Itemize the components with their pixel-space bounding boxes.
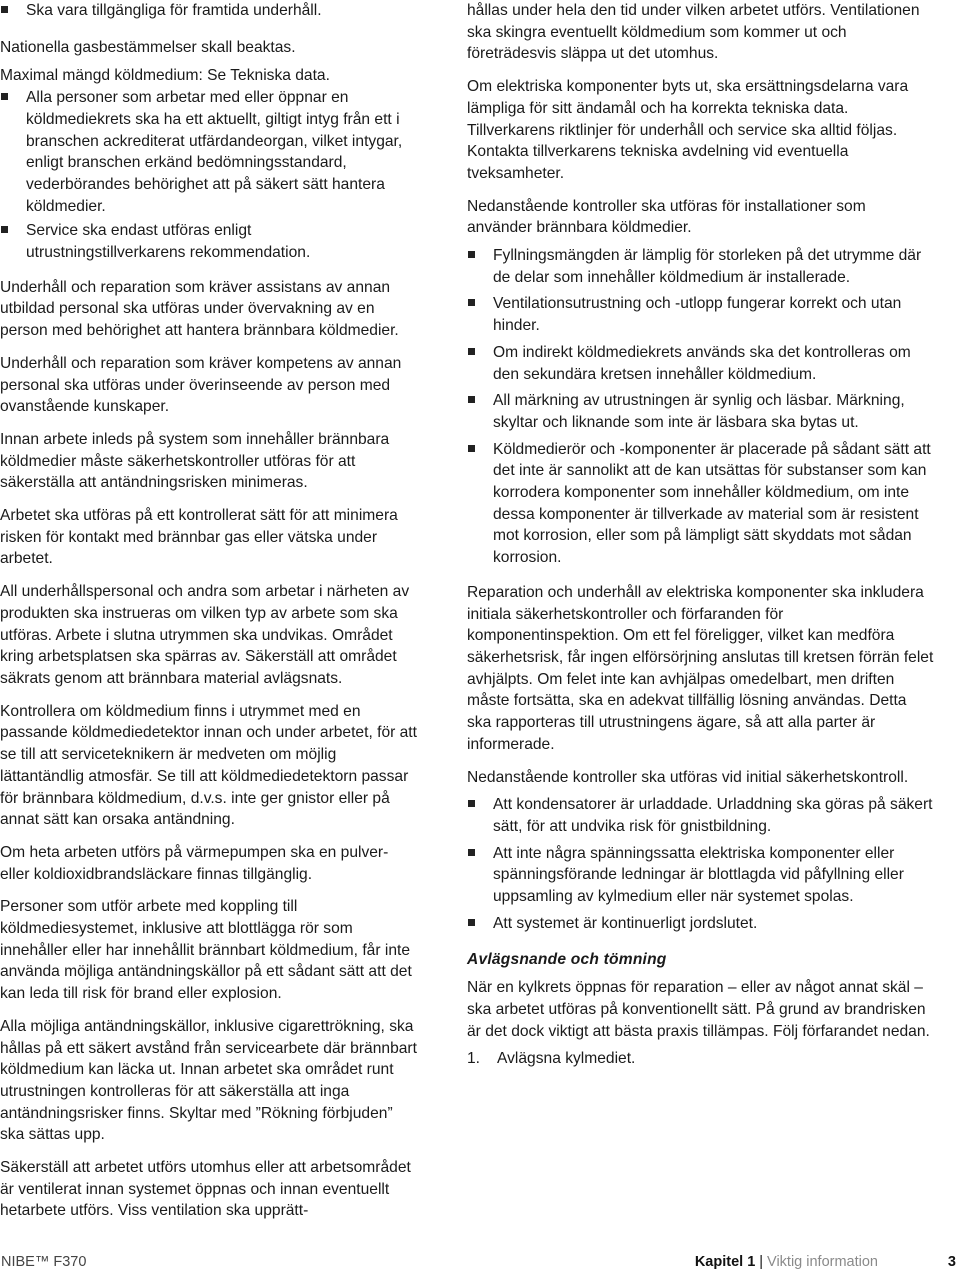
paragraph: Nedanstående kontroller ska utföras vid initial säkerhetskontroll. — [467, 768, 909, 786]
list-item: Fyllningsmängden är lämplig för storleken på det utrymme där de delar som innehåller köldmedium är installerade. — [467, 245, 935, 288]
separator: | — [759, 1254, 764, 1270]
page-footer — [0, 1253, 960, 1273]
list-item: Köldmedierör och -komponenter är placerade på sådant sätt att det inte är sannolikt att de kan utsättas för substanser som kan korrodera komponenter som innehåller köldmedium, om inte dessa komponenter är tillverkade av material som är resistent mot korrosion, eller som på lämpligt sätt skyddats mot sådan korrosion. — [467, 439, 935, 569]
paragraph: hållas under hela den tid under vilken arbetet utförs. Ventilationen ska skingra eventuellt köldmedium som kommer ut och företrädesvis släppa ut det utomhus. — [467, 2, 920, 63]
chapter-info — [695, 1253, 878, 1271]
bullet-list — [467, 245, 935, 569]
paragraph: Nationella gasbestämmelser skall beaktas. — [0, 38, 296, 56]
bullet-list — [0, 0, 418, 22]
chapter-title: Viktig information — [767, 1254, 878, 1270]
list-item: Service ska endast utföras enligt utrustningstillverkarens rekommendation. — [0, 220, 418, 263]
paragraph: Underhåll och reparation som kräver assistans av annan utbildad personal ska utföras under övervakning av en person med behörighet att hantera brännbara köldmedier. — [0, 278, 399, 340]
paragraph: Personer som utför arbete med koppling till köldmediesystemet, inklusive att blottlägga rör som innehåller eller har innehållit brännbart köldmedium, får inte använda möjliga antändningskällor på ett sådant sätt att det kan leda till risk för brand eller explosion. — [0, 898, 412, 1003]
paragraph: Om elektriska komponenter byts ut, ska ersättningsdelarna vara lämpliga för sitt ändamål och ha korrekta tekniska data. Tillverkarens riktlinjer för underhåll och service ska alltid följas. Kontakta tillverkarens tekniska avdelning vid eventuella tveksamheter. — [467, 78, 909, 182]
bullet-list — [467, 794, 935, 934]
left-column — [0, 0, 418, 1222]
list-item: Alla personer som arbetar med eller öppnar en köldmediekrets ska ha ett aktuellt, giltigt intyg från ett i branschen ackrediterat utfärdandeorgan, vilket intygar, enligt branschen erkänd bedömningsstandard, vederbörandes behörighet att på säkert sätt hantera köldmedier. — [0, 87, 418, 217]
bullet-list — [0, 87, 418, 264]
paragraph: All underhållspersonal och andra som arbetar i närheten av produkten ska instrueras om vilken typ av arbete som ska utföras. Arbete i slutna utrymmen ska undvikas. Området kring arbetsplatsen ska spärras av. Säkerställ att området säkrats genom att brännbara material avlägsnats. — [0, 583, 410, 687]
numbered-list — [467, 1048, 935, 1070]
list-item: Ska vara tillgängliga för framtida underhåll. — [0, 0, 418, 22]
list-item: Att systemet är kontinuerligt jordslutet. — [467, 913, 935, 935]
list-item: Att inte några spänningssatta elektriska komponenter eller spänningsförande ledningar är blottlagda vid påfyllning eller uppsamling av kylmedium eller när systemet spolas. — [467, 843, 935, 908]
right-column — [467, 0, 935, 1070]
paragraph: Alla möjliga antändningskällor, inklusive cigarettrökning, ska hållas på ett säkert avstånd från servicearbete där brännbart köldmedium kan läcka ut. Innan arbetet ska området runt utrustningen kontrolleras för att säkerställa att inga antändningsrisker finns. Skyltar med ”Rökning förbjuden” ska sättas upp. — [0, 1017, 417, 1144]
paragraph: Underhåll och reparation som kräver kompetens av annan personal ska utföras under överinseende av person med ovanstående kunskaper. — [0, 354, 402, 416]
chapter-label: Kapitel 1 — [694, 1254, 756, 1270]
section-heading: Avlägsnande och tömning — [467, 951, 667, 969]
step-number: 1. — [467, 1050, 481, 1068]
paragraph: Säkerställ att arbetet utförs utomhus eller att arbetsområdet är ventilerat innan systemet öppnas och innan eventuellt hetarbete utförs. Viss ventilation ska upprätt- — [0, 1159, 411, 1220]
list-item — [467, 1048, 935, 1070]
paragraph: Maximal mängd köldmedium: Se Tekniska data. — [0, 67, 330, 85]
paragraph: Om heta arbeten utförs på värmepumpen ska en pulver- eller koldioxidbrandsläckare finnas tillgänglig. — [0, 843, 389, 883]
brand-label: NIBE™ F370 — [1, 1254, 87, 1270]
paragraph: Nedanstående kontroller ska utföras för installationer som använder brännbara köldmedier. — [467, 197, 866, 237]
list-item: Ventilationsutrustning och -utlopp fungerar korrekt och utan hinder. — [467, 293, 935, 336]
paragraph: Kontrollera om köldmedium finns i utrymmet med en passande köldmediedetektor innan och under arbetet, för att se till att serviceteknikern är medveten om möjlig lättantändlig atmosfär. Se till att köldmediedetektorn passar för brännbara köldmedium, d.v.s. inte ger gnistor eller på annat sätt kan orsaka antändning. — [0, 702, 417, 829]
paragraph: Arbetet ska utföras på ett kontrollerat sätt för att minimera risken för kontakt med brännbar gas eller vätska under arbetet. — [0, 507, 398, 568]
paragraph: Innan arbete inleds på system som innehåller brännbara köldmedier måste säkerhetskontroller utföras för att säkerställa att antändningsrisken minimeras. — [0, 430, 390, 492]
page-number: 3 — [947, 1254, 956, 1270]
paragraph: Reparation och underhåll av elektriska komponenter ska inkludera initiala säkerhetskontroller och förfaranden för komponentinspektion. Om ett fel föreligger, vilket kan medföra säkerhetsrisk, får ingen elförsörjning anslutas till kretsen förrän felet avhjälpts. Om felet inte kan avhjälpas omedelbart, men driften måste fortsätta, ska en adekvat tillfällig lösning användas. Detta ska rapporteras till utrustningens ägare, så att alla parter är informerade. — [467, 583, 934, 753]
list-item: All märkning av utrustningen är synlig och läsbar. Märkning, skyltar och liknande som inte är läsbara ska bytas ut. — [467, 390, 935, 433]
list-item: Att kondensatorer är urladdade. Urladdning ska göras på säkert sätt, för att undvika risk för gnistbildning. — [467, 794, 935, 837]
step-text: Avlägsna kylmediet. — [497, 1050, 636, 1068]
paragraph: När en kylkrets öppnas för reparation – eller av något annat skäl – ska arbetet utföras på konventionellt sätt. På grund av brandrisken är det dock viktigt att bästa praxis tillämpas. Följ förfarandet nedan. — [467, 979, 930, 1040]
list-item: Om indirekt köldmediekrets används ska det kontrolleras om den sekundära kretsen innehåller köldmedium. — [467, 342, 935, 385]
